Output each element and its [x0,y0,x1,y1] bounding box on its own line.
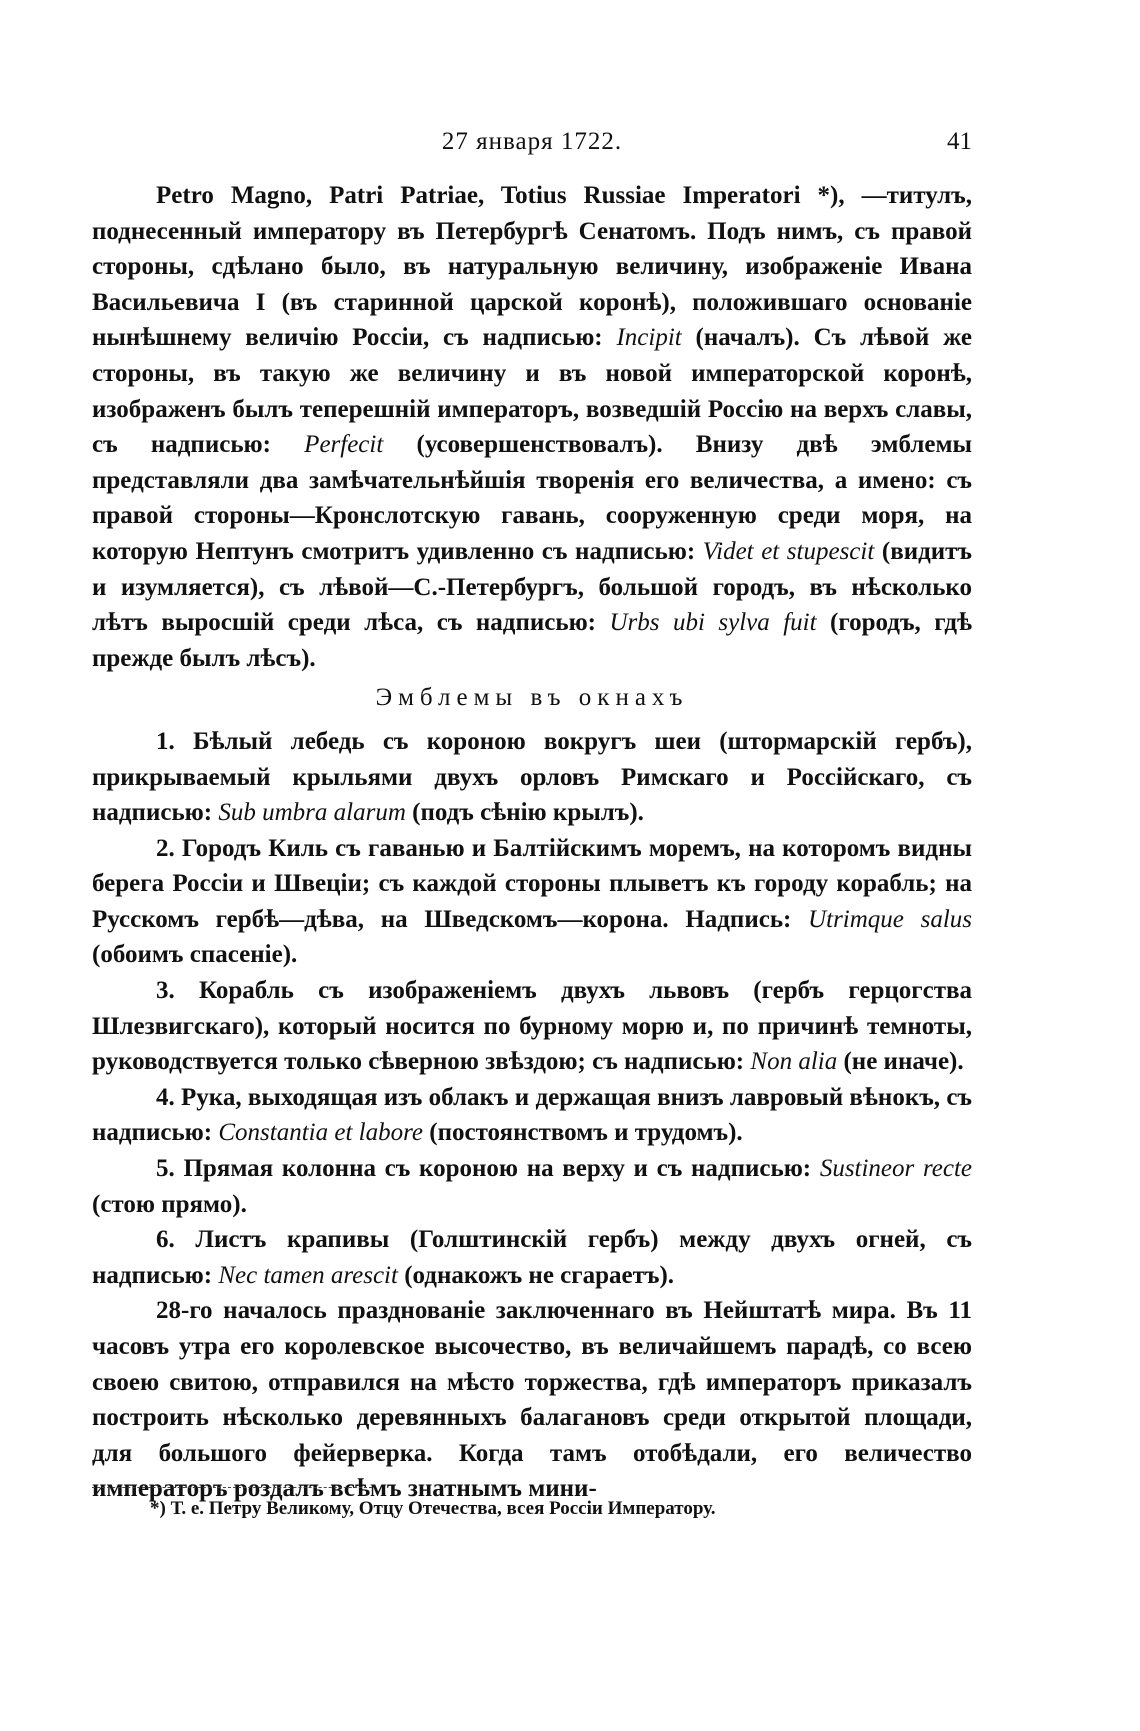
emblem-translation: (подъ сѣнію крылъ). [405,799,644,827]
running-head [92,128,972,164]
emblem-item [92,1222,972,1293]
emblem-text: 3. Корабль съ изображеніемъ двухъ львовъ (гербъ герцогства Шлезвигскаго), который носится по бурному морю и, по причинѣ темноты, руководствуется только сѣверною звѣздою; съ надписью: [92,977,972,1076]
opening-text-3: (усовершенствовалъ). Внизу двѣ эмблемы представляли два замѣчательнѣйшія творенія его величества, а имено: съ правой стороны—Кронслотскую гавань, сооруженную среди моря, на которую Нептунъ смотритъ удивленно съ надписью: [92,431,973,565]
emblem-translation: (однакожъ не сгараетъ). [397,1261,675,1289]
emblem-translation: (не иначе). [837,1048,964,1076]
emblem-motto: Constantia et labore [218,1119,423,1147]
motto-incipit: Incipit [616,324,682,352]
body-text [92,178,972,1507]
emblem-translation: (постоянствомъ и трудомъ). [423,1119,743,1147]
emblem-motto: Non alia [750,1048,838,1076]
page-number: 41 [947,128,972,155]
emblem-item [92,1080,972,1151]
emblem-item [92,1151,972,1222]
opening-text-2: (началъ). Съ лѣвой же стороны, въ такую же величину и въ новой императорской коронѣ, изображенъ былъ теперешній императоръ, возведшій Россію на верхъ славы, съ надписью: [92,324,972,459]
section-heading: Эмблемы въ окнахъ [375,684,689,712]
emblem-item [92,973,972,1080]
emblem-translation: (обоимъ спасеніе). [92,941,298,969]
footnote: *) Т. е. Петру Великому, Отцу Отечества, всея Россіи Императору. [150,1498,716,1519]
motto-urbs: Urbs ubi sylva fuit [609,609,817,637]
emblem-motto: Nec tamen arescit [218,1261,398,1289]
emblem-motto: Sub umbra alarum [218,799,406,827]
footnote-rule [92,1487,372,1488]
opening-lead-text: Petro Magno, Patri Patriae, Totius Russiae Imperatori *), —титулъ, поднесенный императору въ Петербургѣ Сенатомъ. Подъ нимъ, съ правой стороны, сдѣлано было, въ натуральную величину, изображеніе Ивана Васильевича I (въ старинной царской коронѣ), положившаго основаніе нынѣшнему величію Россіи, съ надписью: [92,182,972,352]
emblem-motto: Utrimque salus [808,905,972,933]
closing-paragraph: 28-го началось празднованіе заключеннаго въ Нейштатѣ мира. Въ 11 часовъ утра его королевское высочество, въ величайшемъ парадѣ, со всею своею свитою, отправился на мѣсто торжества, гдѣ императоръ приказалъ построить нѣсколько деревянныхъ балагановъ среди открытой площади, для большого фейерверка. Когда тамъ отобѣдали, его величество императоръ роздалъ всѣмъ знатнымъ мини- [92,1297,972,1503]
emblem-text: 2. Городъ Киль съ гаванью и Балтійскимъ моремъ, на которомъ видны берега Россіи и Швеціи; съ каждой стороны плыветъ къ городу корабль; на Русскомъ гербѣ—дѣва, на Шведскомъ—корона. Надпись: [92,834,972,933]
emblem-text: 1. Бѣлый лебедь съ короною вокругъ шеи (штормарскій гербъ), прикрываемый крыльями двухъ орловъ Римскаго и Россійскаго, съ надписью: [92,727,972,827]
emblem-translation: (стою прямо). [92,1190,247,1218]
emblem-text: 6. Листъ крапивы (Голштинскій гербъ) между двухъ огней, съ надписью: [92,1226,972,1289]
emblem-item [92,831,972,973]
emblem-text: 4. Рука, выходящая изъ облакъ и держащая внизъ лавровый вѣнокъ, съ надписью: [92,1083,972,1147]
running-head-title: 27 января 1722. [441,128,623,155]
motto-videt: Videt et stupescit [702,537,875,565]
emblem-text: 5. Прямая колонна съ короною на верху и съ надписью: [156,1155,820,1183]
motto-perfecit: Perfecit [304,431,384,459]
emblem-motto: Sustineor recte [819,1155,972,1183]
opening-paragraph [92,178,972,676]
opening-text-4: (видитъ и изумляется), съ лѣвой—С.-Петербургъ, большой городъ, въ нѣсколько лѣтъ выросшій среди лѣса, съ надписью: [92,537,972,637]
emblem-item [92,724,972,831]
opening-text-5: (городъ, гдѣ прежде былъ лѣсъ). [92,609,972,672]
